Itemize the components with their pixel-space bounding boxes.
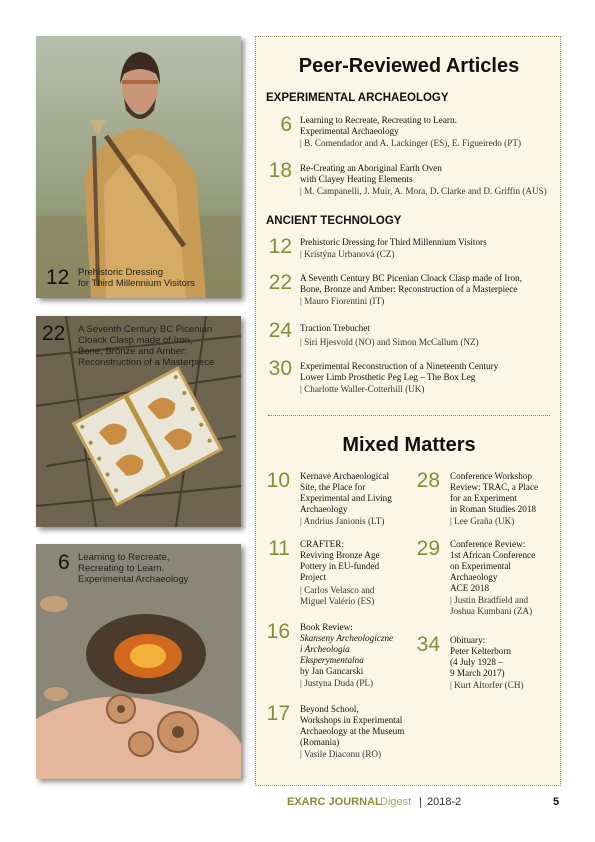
mixed-matters-heading: Mixed Matters — [342, 434, 476, 456]
photo1-caption: Prehistoric Dressing for Third Millennium Visitors — [78, 267, 195, 289]
table-of-contents-box: Peer-Reviewed Articles EXPERIMENTAL ARCHAEOLOGY 6 Learning to Recreate, Recreating to Learn. Experimental Archaeology | B. Comendador and A. Lackinger (ES), E. Figueiredo (PT) 18 Re-Creating an Aboriginal Earth Oven with Clayey Heating Elements | M. Campanelli, J. Muir, A. Mora, D. Clarke and D. Griffin (AUS) ANCIENT TECHNOLOGY 12 Prehistoric Dressing for Third Millennium Visitors | Kristýna Urbanová (CZ) 22 A Seventh Century BC Picenian Cloack Clasp made of Iron, Bone, Bronze and Amber: Reconstruction of a Masterpiece | Mauro Fiorentini (IT) 24 Traction Trebuchet | Siri Hjesvold (NO) and Simon McCallum (NZ) 30 Experimental Reconstruction of a Nineteenth Century Lower Limb Prosthetic Peg Leg – The Box Leg | Charlotte Waller-Cotterhill (UK) Mixed Matters 10 Kernavė Archaeological Site, the Place for Experimental and Living Archaeology | Andrius Janionis (LT) 11 CRAFTER: Reviving Bronze Age Pottery in EU-funded Project | Carlos Velasco and Miguel Valério (ES) 16 Book Review: Skanseny Archeologiczne i Archeologia Eksperymentalna by Jan Gancarski | Justyna Duda (PL) 17 Beyond School, Workshops in Experimental Archaeology at the Museum (Romania) | Vasile Diaconu (RO) 28 Conference Workshop Review: TRAC, a Place for an Experiment in Roman Studies 2018 | Lee Graña (UK) 29 Conference Review: 1st African Conference on Experimental Archaeology ACE 2018 | Justin Bradfield and Joshua Kumbani (ZA) 34 Obituary: Peter Kelterborn (4 July 1928 – 9 March 2017) | Kurt Altorfer (CH) — [255, 36, 561, 786]
footer-separator: | — [419, 796, 422, 808]
section-divider — [268, 415, 550, 416]
photo2-page-number: 22 — [42, 322, 66, 345]
costume-photo-image — [36, 36, 241, 298]
photo2-caption: A Seventh Century BC Picenian Cloack Clasp made of Iron, Bone, Bronze and Amber: Reconstruction of a Masterpiece — [78, 324, 215, 368]
photo1-page-number: 12 — [46, 266, 70, 289]
photo3-caption: Learning to Recreate, Recreating to Learn. Experimental Archaeology — [78, 552, 189, 585]
photo-prehistoric-dressing — [36, 36, 241, 298]
footer-issue: 2018-2 — [427, 796, 462, 808]
peer-reviewed-heading: Peer-Reviewed Articles — [298, 55, 520, 77]
footer-digest: Digest — [380, 796, 412, 808]
photo3-page-number: 6 — [58, 551, 70, 574]
section-experimental-archaeology: EXPERIMENTAL ARCHAEOLOGY — [266, 92, 449, 104]
page-footer — [35, 796, 595, 816]
footer-page-number: 5 — [553, 796, 560, 808]
section-ancient-technology: ANCIENT TECHNOLOGY — [266, 215, 402, 227]
footer-journal: EXARC JOURNAL — [287, 796, 382, 808]
